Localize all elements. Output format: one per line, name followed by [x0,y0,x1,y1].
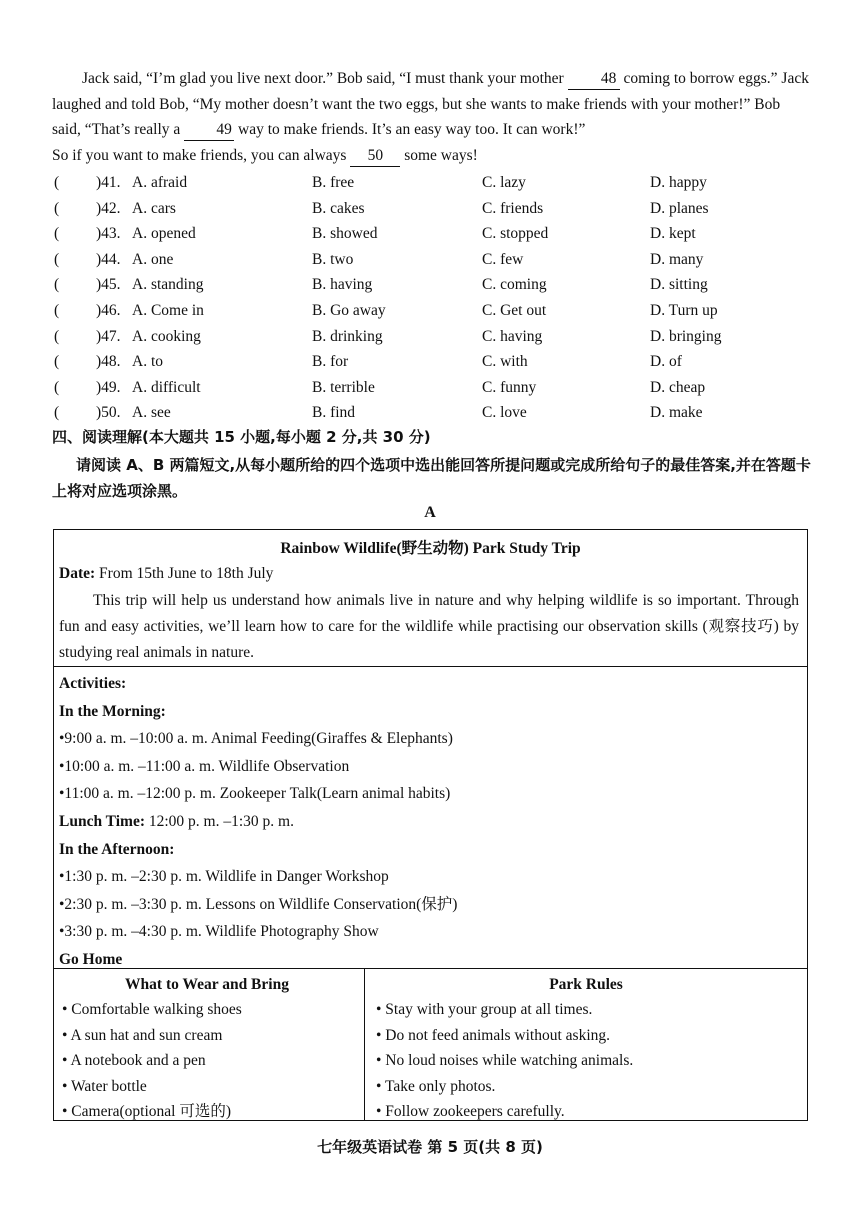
date-value: From 15th June to 18th July [95,565,274,582]
answer-paren: ( [54,378,60,396]
option-a: A. to [132,353,163,371]
option-d: D. sitting [650,276,708,294]
option-b: B. two [312,250,354,268]
option-b: B. drinking [312,327,383,345]
rule-item: • Stay with your group at all times. [376,1001,593,1019]
rule-item: • No loud noises while watching animals. [376,1052,634,1070]
option-d: D. cheap [650,378,706,396]
page-footer: 七年级英语试卷 第 5 页(共 8 页) [317,1138,543,1156]
park-rules [376,972,796,1124]
rules-title: Park Rules [549,976,623,993]
answer-options [52,170,812,426]
bring-item: • Comfortable walking shoes [62,1001,242,1019]
question-number: )46. [96,301,121,319]
bring-title: What to Wear and Bring [125,976,289,993]
option-b: B. showed [312,225,378,243]
answer-paren: ( [54,225,60,243]
rule-item: • Follow zookeepers carefully. [376,1103,565,1121]
answer-paren: ( [54,276,60,294]
question-number: )50. [96,404,121,422]
question-number: )43. [96,225,121,243]
option-d: D. planes [650,199,709,217]
question-row [52,375,812,401]
divider [54,968,807,969]
passage-paragraph [52,143,812,169]
rule-item: • Do not feed animals without asking. [376,1026,611,1044]
blank-50: 50 [350,146,400,167]
go-home-label: Go Home [59,950,123,968]
activities-schedule [59,670,799,974]
option-c: C. lazy [482,174,526,191]
passage-paragraph [52,66,812,143]
option-a: A. Come in [132,301,204,319]
option-d: D. happy [650,174,707,191]
option-a: A. opened [132,225,196,243]
option-a: A. cooking [132,327,201,345]
lunch-label: Lunch Time: [59,812,145,830]
trip-description [59,588,799,666]
question-number: )42. [96,199,121,217]
trip-notice-box [53,529,808,1121]
bring-item: • A sun hat and sun cream [62,1026,223,1044]
schedule-item: •1:30 p. m. –2:30 p. m. Wildlife in Danger Workshop [59,868,389,886]
schedule-item: •11:00 a. m. –12:00 p. m. Zookeeper Talk(Learn animal habits) [59,785,451,803]
option-b: B. having [312,276,373,294]
column-divider [364,968,365,1120]
option-c: C. friends [482,199,544,217]
description-text: This trip will help us understand how animals live in nature and why helping wildlife is so important. Through fun and easy activities, we’ll learn how to care for the wildlife while practising our observation skills (观察技巧) by studying real animals in nature. [59,592,799,661]
option-b: B. Go away [312,301,386,319]
question-row [52,170,812,196]
afternoon-label: In the Afternoon: [59,840,175,858]
option-c: C. with [482,353,528,371]
date-label: Date: [59,565,96,582]
option-a: A. standing [132,276,204,294]
option-c: C. having [482,327,543,345]
option-a: A. afraid [132,174,188,191]
bring-item: • Camera(optional 可选的) [62,1103,231,1121]
question-row [52,272,812,298]
bring-item: • A notebook and a pen [62,1052,206,1070]
question-row [52,221,812,247]
rule-item: • Take only photos. [376,1077,496,1095]
option-d: D. of [650,353,682,371]
option-c: C. stopped [482,225,549,243]
trip-date [59,565,273,583]
lunch-time [59,808,799,836]
section-instruction: 请阅读 A、B 两篇短文,从每小题所给的四个选项中选出能回答所提问题或完成所给句子的最佳答案,并在答题卡上将对应选项涂黑。 [52,456,811,500]
schedule-item: •2:30 p. m. –3:30 p. m. Lessons on Wildlife Conservation(保护) [59,895,458,913]
answer-paren: ( [54,174,60,191]
option-d: D. bringing [650,327,722,345]
option-b: B. free [312,174,355,191]
passage-text: So if you want to make friends, you can always [52,146,351,164]
question-number: )47. [96,327,121,345]
blank-48: 48 [568,69,620,90]
blank-49: 49 [184,120,234,141]
passage-text: Jack said, “I’m glad you live next door.” Bob said, “I must thank your mother [82,70,568,87]
schedule-item: •9:00 a. m. –10:00 a. m. Animal Feeding(Giraffes & Elephants) [59,730,453,748]
answer-paren: ( [54,404,60,422]
trip-title: Rainbow Wildlife(野生动物) Park Study Trip [280,540,581,557]
question-row [52,196,812,222]
option-c: C. funny [482,378,537,396]
answer-paren: ( [54,250,60,268]
passage-text: coming to borrow eggs.” Jack laughed and told Bob, “My mother doesn’t want the two eggs, but she wants to make friends with your mother!” Bob said, “That’s really a [52,70,809,138]
question-row [52,247,812,273]
activities-label: Activities: [59,675,127,692]
schedule-item: •10:00 a. m. –11:00 a. m. Wildlife Observation [59,757,350,775]
option-b: B. cakes [312,199,365,217]
option-d: D. Turn up [650,301,718,319]
option-b: B. find [312,404,356,422]
answer-paren: ( [54,353,60,371]
option-c: C. coming [482,276,547,294]
cloze-passage [52,66,812,168]
lunch-value: 12:00 p. m. –1:30 p. m. [145,812,294,830]
option-d: D. kept [650,225,696,243]
answer-paren: ( [54,301,60,319]
question-number: )48. [96,353,121,371]
option-a: A. see [132,404,171,422]
question-row [52,324,812,350]
option-d: D. many [650,250,704,268]
question-number: )44. [96,250,121,268]
option-a: A. difficult [132,378,201,396]
question-row [52,298,812,324]
option-c: C. love [482,404,527,422]
question-number: )49. [96,378,121,396]
option-d: D. make [650,404,703,422]
schedule-item: •3:30 p. m. –4:30 p. m. Wildlife Photography Show [59,923,379,941]
option-a: A. cars [132,199,176,217]
answer-paren: ( [54,327,60,345]
question-number: )45. [96,276,121,294]
option-a: A. one [132,250,174,268]
bring-item: • Water bottle [62,1077,147,1095]
option-c: C. few [482,250,524,268]
option-c: C. Get out [482,301,547,319]
bring-list [62,972,360,1124]
passage-text: way to make friends. It’s an easy way too. It can work!” [234,121,586,138]
section-heading: 四、阅读理解(本大题共 15 小题,每小题 2 分,共 30 分) [52,428,431,446]
question-number: )41. [96,174,121,191]
question-row [52,400,812,426]
option-b: B. for [312,353,349,371]
passage-letter: A [424,504,436,521]
option-b: B. terrible [312,378,375,396]
divider [54,666,807,667]
passage-text: some ways! [400,146,478,164]
morning-label: In the Morning: [59,702,166,720]
answer-paren: ( [54,199,60,217]
question-row [52,349,812,375]
